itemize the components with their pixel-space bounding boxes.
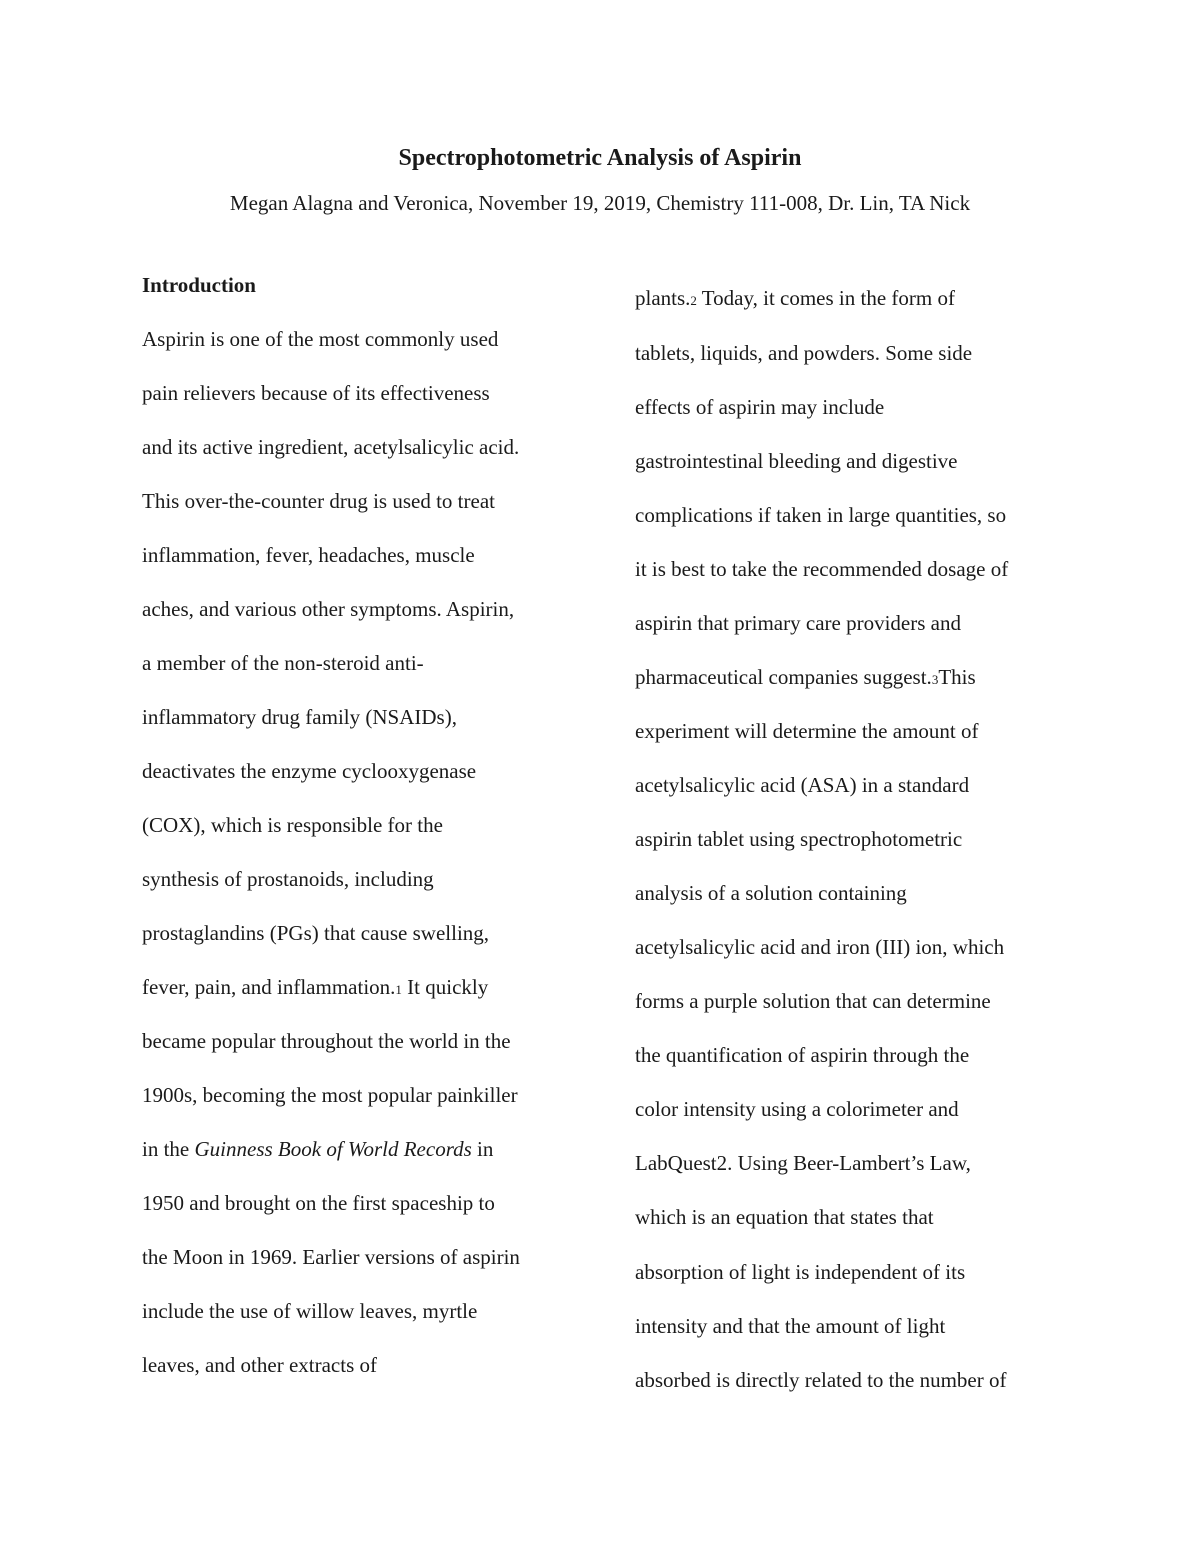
body-line: aspirin tablet using spectrophotometric <box>635 827 963 851</box>
body-text: in <box>471 1137 494 1161</box>
body-line: absorption of light is independent of its <box>635 1260 966 1284</box>
italic-title: Guinness Book of World Records <box>194 1137 472 1161</box>
body-line: experiment will determine the amount of <box>635 719 979 743</box>
body-line: This over-the-counter drug is used to treat <box>142 489 495 513</box>
body-text: plants. <box>635 286 691 310</box>
body-line: absorbed is directly related to the number of <box>635 1368 1007 1392</box>
body-line: (COX), which is responsible for the <box>142 813 443 837</box>
body-line: acetylsalicylic acid (ASA) in a standard <box>635 773 970 797</box>
body-line: color intensity using a colorimeter and <box>635 1097 959 1121</box>
body-line: aches, and various other symptoms. Aspirin, <box>142 597 515 621</box>
body-line: 1900s, becoming the most popular painkiller <box>142 1083 518 1107</box>
body-line: inflammation, fever, headaches, muscle <box>142 543 475 567</box>
body-text: It quickly <box>401 975 489 999</box>
body-line: acetylsalicylic acid and iron (III) ion, which <box>635 935 1005 959</box>
body-line: the Moon in 1969. Earlier versions of aspirin <box>142 1245 520 1269</box>
body-line: the quantification of aspirin through the <box>635 1043 970 1067</box>
body-line: LabQuest2. Using Beer-Lambert’s Law, <box>635 1151 971 1175</box>
section-heading-introduction: Introduction <box>142 273 256 297</box>
body-line: inflammatory drug family (NSAIDs), <box>142 705 457 729</box>
body-line: pain relievers because of its effectiveness <box>142 381 490 405</box>
body-line: 1950 and brought on the first spaceship to <box>142 1191 495 1215</box>
body-line: a member of the non-steroid anti- <box>142 651 424 675</box>
body-text: pharmaceutical companies suggest. <box>635 665 932 689</box>
paper-title: Spectrophotometric Analysis of Aspirin <box>398 145 802 171</box>
body-text: in the <box>142 1137 195 1161</box>
body-line <box>635 661 976 696</box>
body-line: intensity and that the amount of light <box>635 1314 946 1338</box>
body-line: it is best to take the recommended dosage of <box>635 557 1009 581</box>
body-line <box>635 282 955 317</box>
body-line: effects of aspirin may include <box>635 395 885 419</box>
author-line: Megan Alagna and Veronica, November 19, 2019, Chemistry 111-008, Dr. Lin, TA Nick <box>229 191 971 215</box>
body-line: Aspirin is one of the most commonly used <box>142 327 499 351</box>
body-line: leaves, and other extracts of <box>142 1353 377 1377</box>
body-line <box>142 971 488 1006</box>
body-line: aspirin that primary care providers and <box>635 611 961 635</box>
body-line: include the use of willow leaves, myrtle <box>142 1299 478 1323</box>
citation-ref: 2 <box>690 293 697 308</box>
citation-ref: 1 <box>395 982 402 997</box>
body-text: This <box>938 665 976 689</box>
body-line: prostaglandins (PGs) that cause swelling, <box>142 921 490 945</box>
body-line: gastrointestinal bleeding and digestive <box>635 449 958 473</box>
body-line: tablets, liquids, and powders. Some side <box>635 341 973 365</box>
body-line: and its active ingredient, acetylsalicylic acid. <box>142 435 520 459</box>
body-line: synthesis of prostanoids, including <box>142 867 434 891</box>
citation-ref: 3 <box>931 672 939 687</box>
body-text: Today, it comes in the form of <box>696 286 955 310</box>
body-line: complications if taken in large quantities, so <box>635 503 1007 527</box>
body-line: analysis of a solution containing <box>635 881 907 905</box>
body-line <box>142 1133 493 1165</box>
body-line: which is an equation that states that <box>635 1205 934 1229</box>
body-line: forms a purple solution that can determine <box>635 989 991 1013</box>
body-line: deactivates the enzyme cyclooxygenase <box>142 759 477 783</box>
body-line: became popular throughout the world in the <box>142 1029 511 1053</box>
body-text: fever, pain, and inflammation. <box>142 975 396 999</box>
